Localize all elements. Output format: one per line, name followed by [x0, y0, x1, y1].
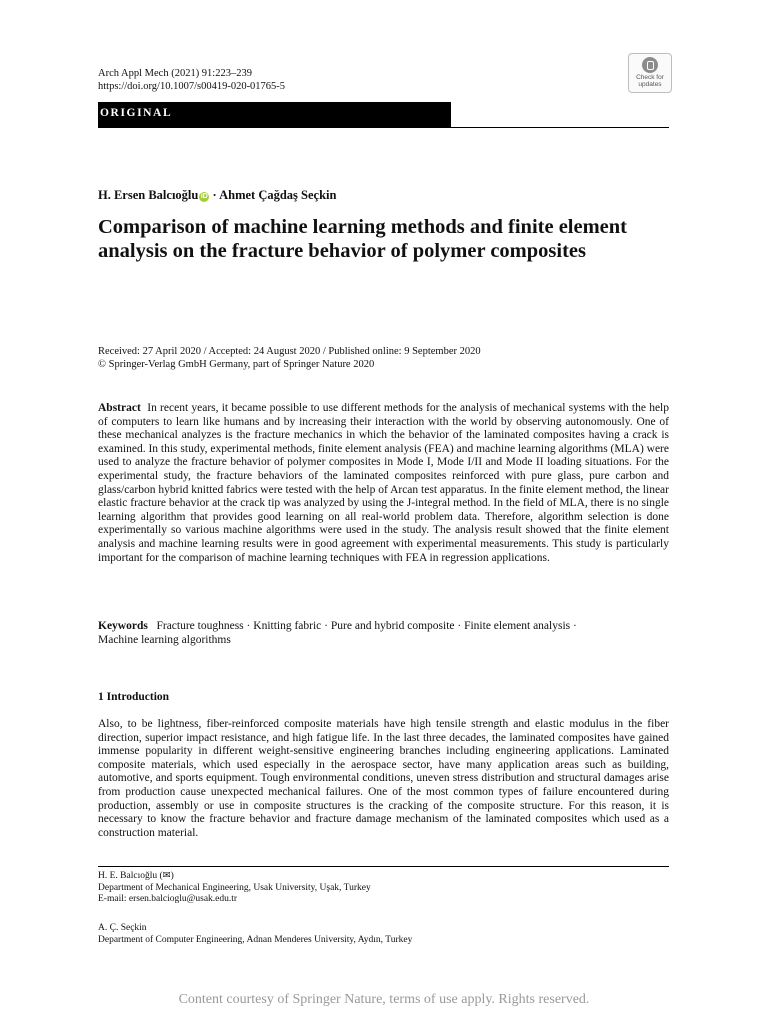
- section-band-label: ORIGINAL: [100, 107, 173, 119]
- author-separator: ·: [212, 188, 217, 202]
- author-2[interactable]: Ahmet Çağdaş Seçkin: [219, 188, 337, 202]
- keyword-item: Finite element analysis: [464, 620, 571, 632]
- journal-header: [98, 67, 285, 93]
- affiliation-1: [98, 871, 371, 906]
- courtesy-footer: Content courtesy of Springer Nature, terms of use apply. Rights reserved.: [178, 992, 590, 1007]
- keyword-item: Knitting fabric: [253, 620, 322, 632]
- abstract-block: [98, 402, 669, 565]
- title-line-2: analysis on the fracture behavior of polymer composites: [98, 240, 586, 262]
- header-rule: [451, 127, 669, 128]
- footnote-rule: [98, 866, 669, 867]
- keywords-label: Keywords: [98, 620, 148, 632]
- publication-dates: [98, 345, 481, 371]
- orcid-icon[interactable]: iD: [200, 193, 208, 200]
- affiliation-1-name: H. E. Balcıoğlu (✉): [98, 871, 174, 881]
- affiliation-1-email[interactable]: E-mail: ersen.balcioglu@usak.edu.tr: [98, 894, 238, 905]
- affiliation-2-name: A. Ç. Seçkin: [98, 923, 147, 933]
- keywords-block: [98, 620, 669, 647]
- affiliation-1-department: Department of Mechanical Engineering, Usak University, Uşak, Turkey: [98, 882, 371, 893]
- author-line: [98, 188, 336, 203]
- section-band: [98, 102, 451, 128]
- dates-line: Received: 27 April 2020 / Accepted: 24 August 2020 / Published online: 9 September 2020: [98, 346, 481, 357]
- abstract-label: Abstract: [98, 402, 141, 414]
- keyword-separator: ·: [573, 620, 577, 632]
- keyword-separator: ·: [324, 620, 329, 632]
- journal-citation: Arch Appl Mech (2021) 91:223–239: [98, 68, 252, 79]
- keyword-item: Fracture toughness: [156, 620, 244, 632]
- keyword-separator: ·: [457, 620, 462, 632]
- check-updates-icon: [642, 57, 658, 73]
- keyword-item: Pure and hybrid composite: [330, 620, 455, 632]
- title-line-1: Comparison of machine learning methods and finite element: [98, 216, 627, 238]
- introduction-text: Also, to be lightness, fiber-reinforced composite materials have high tensile strength and elastic modulus in the fiber direction, superior impact resistance, and high fatigue life. In the last three decades, the laminated composites have gained immense popularity in different weight-sensitive engineering branches including engineering applications. Laminated composite materials, which used especially in the aerospace sector, have many application areas such as building, automotive, and sports equipment. Tough environmental conditions, uneven stress distribution and structural damages arise from production cause unexpected mechanical failures. One of the most common types of failure encountered during production, assembly or use in composite structures is the cracking of the composite structure. For this reason, it is necessary to know the fracture behavior and fracture damage mechanism of the laminated composites which used as a construction material.: [98, 718, 669, 839]
- affiliation-2-department: Department of Computer Engineering, Adnan Menderes University, Aydın, Turkey: [98, 934, 413, 945]
- check-for-updates-badge[interactable]: [628, 53, 672, 93]
- doi-link[interactable]: https://doi.org/10.1007/s00419-020-01765-5: [98, 81, 286, 92]
- paper-title: [98, 215, 688, 263]
- affiliation-2: [98, 923, 412, 946]
- check-updates-label-1: Check for: [636, 74, 664, 81]
- section-heading-introduction: 1 Introduction: [98, 691, 170, 703]
- copyright-line: © Springer-Verlag GmbH Germany, part of Springer Nature 2020: [98, 359, 375, 370]
- check-updates-label-2: updates: [638, 81, 662, 88]
- keyword-separator: ·: [246, 620, 251, 632]
- abstract-text: In recent years, it became possible to use different methods for the analysis of mechanical systems with the help of computers to learn like humans and by increasing their interaction with the world by observing autonomously. One of these mechanical analyzes is the fracture mechanics in which the behavior of the laminated composites having a crack is examined. In this study, experimental methods, finite element analysis (FEA) and machine learning algorithms (MLA) were used to analyze the fracture behavior of polymer composites in Mode I, Mode I/II and Mode II loading situations. For the experimental study, the fracture behaviors of the laminated composites reinforced with pure glass, pure carbon and glass/carbon hybrid knitted fabrics were tested with the help of Arcan test apparatus. In the finite element method, the linear elastic fracture behavior at the crack tip was analyzed by using the J-integral method. In the field of MLA, there is no single learning algorithm that provides good learning on all real-world problem data. Therefore, algorithm selection is done experimentally so various machine algorithms were used in the study. The analysis result showed that the finite element analysis and machine learning results were in good agreement with experimental measurements. This study is particularly important for the comparison of machine learning techniques with FEA in regression applications.: [98, 402, 670, 564]
- keyword-item: Machine learning algorithms: [98, 633, 231, 646]
- author-1[interactable]: H. Ersen Balcıoğlu: [98, 188, 199, 202]
